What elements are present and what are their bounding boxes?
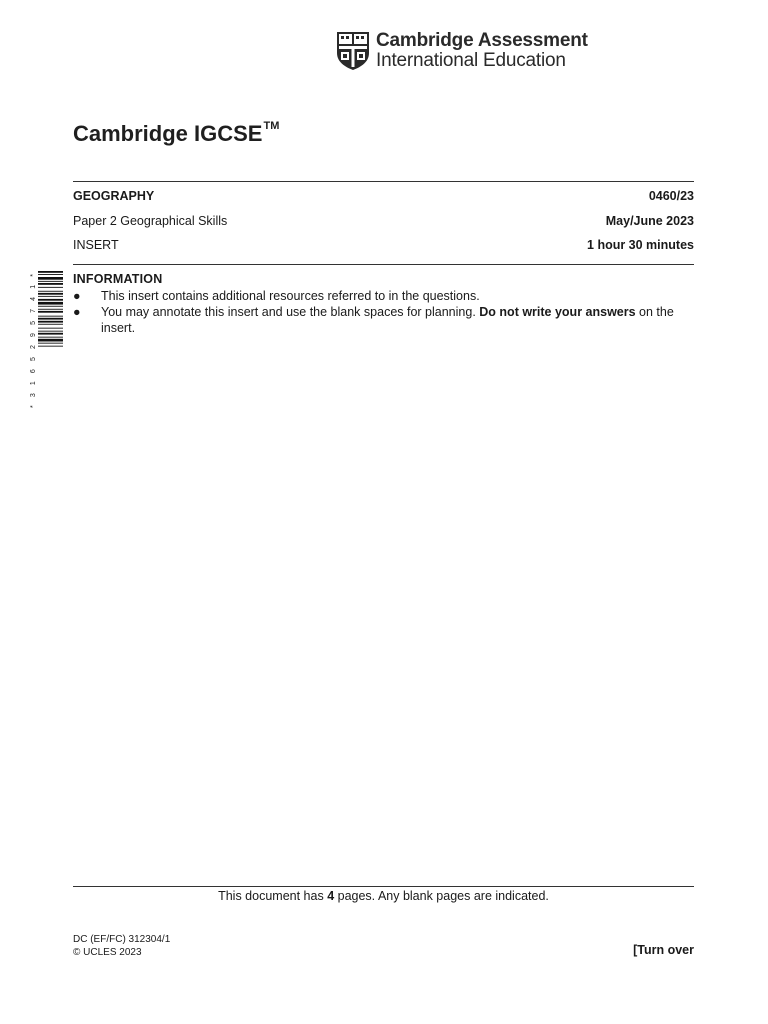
trademark-symbol: TM [263, 119, 280, 132]
cambridge-shield-icon [336, 31, 370, 71]
exam-duration: 1 hour 30 minutes [587, 238, 694, 252]
barcode [30, 270, 63, 410]
insert-row [73, 238, 694, 252]
page-count: 4 [327, 889, 335, 903]
bullet-icon: ● [73, 305, 81, 319]
qualification-title [73, 121, 279, 147]
logo-line-1: Cambridge Assessment [376, 30, 588, 51]
logo-line-2: International Education [376, 50, 566, 71]
page-count-post: pages. Any blank pages are indicated. [337, 889, 549, 903]
header-top-rule [73, 181, 694, 182]
list-item-text-pre: You may annotate this insert and use the blank spaces for planning. [101, 305, 476, 319]
document-code: DC (EF/FC) 312304/1 [73, 934, 171, 945]
subject-row [73, 189, 694, 203]
paper-title: Paper 2 Geographical Skills [73, 214, 228, 228]
footer-rule [73, 886, 694, 887]
copyright: © UCLES 2023 [73, 946, 142, 958]
turn-over-label: [Turn over [633, 943, 694, 957]
paper-code: 0460/23 [648, 189, 694, 203]
paper-row [73, 214, 694, 228]
page-count-pre: This document has [218, 889, 324, 903]
list-item [73, 288, 694, 304]
exam-session: May/June 2023 [605, 214, 694, 228]
information-heading: INFORMATION [73, 272, 163, 286]
footer-left [73, 934, 170, 959]
information-list [73, 288, 694, 336]
subject-name: GEOGRAPHY [73, 189, 155, 203]
bullet-icon: ● [73, 289, 81, 303]
barcode-digits: *3165295741* [30, 274, 37, 408]
list-item-text-bold: Do not write your answers [479, 305, 636, 319]
qualification-name: Cambridge IGCSE [73, 121, 263, 146]
list-item-text: This insert contains additional resources referred to in the questions. [101, 289, 480, 303]
list-item-text-post: on the insert. [101, 305, 674, 335]
page-count-note [73, 889, 694, 903]
document-type: INSERT [73, 238, 119, 252]
list-item [73, 304, 694, 336]
list-item-text [101, 304, 694, 336]
header-bottom-rule [73, 264, 694, 265]
cambridge-logo [336, 30, 588, 72]
